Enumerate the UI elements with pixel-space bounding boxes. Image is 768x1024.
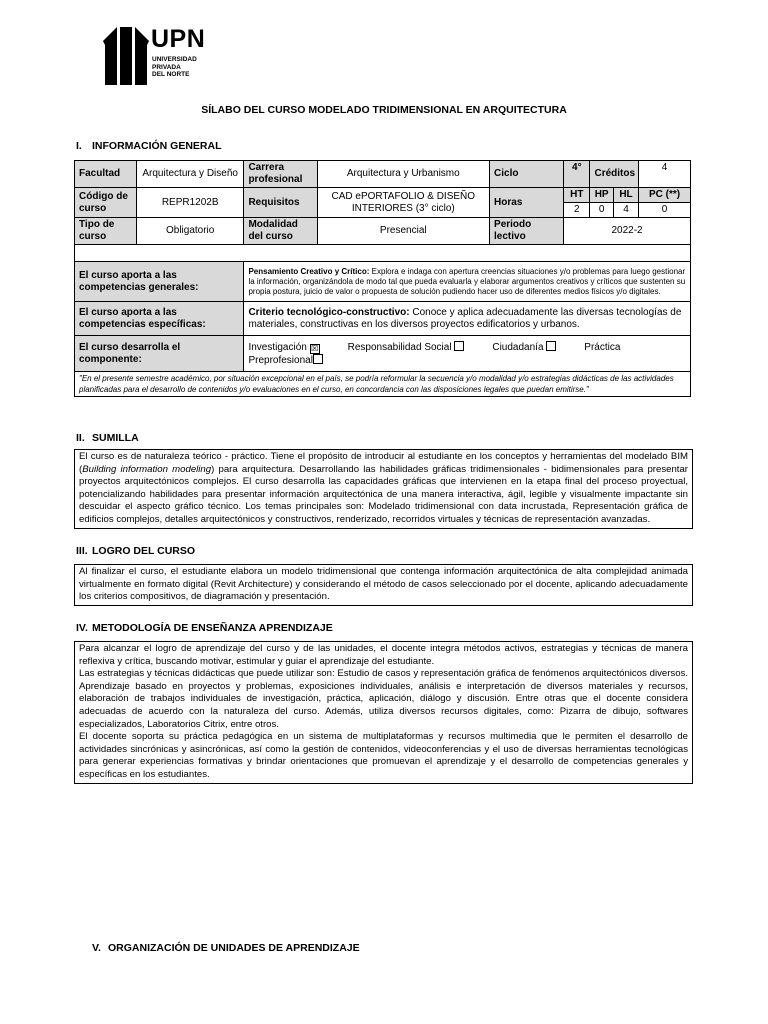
section-2-heading: II. SUMILLA <box>76 432 139 444</box>
metodologia-p2: Las estrategias y técnicas didácticas que puede utilizar son: Estudio de casos y representación gráfica de fenómenos arquitectónicos diversos. Aprendizaje basado en proyectos y problemas, exposiciones individuales, análisis e interpretación de diversos materiales y recursos, elaboración de trabajos individuales de investigación, práctica, aplicación, diálogo y discusión. Entre otras que el docente considera adecuadas de acuerdo con la naturaleza del curso. Además, utiliza diversos recursos digitales, como: Pizarra de dibujo, softwares especializados, Laboratorios Citrix, entre otros. <box>79 668 688 730</box>
componente-responsabilidad-social[interactable]: Responsabilidad Social <box>348 342 465 353</box>
componente-investigacion[interactable]: Investigación ☒ <box>248 341 319 353</box>
carrera-label: Carrera profesional <box>244 161 317 188</box>
logo-brand: UPN <box>151 25 206 53</box>
componente-practica-preprofesional[interactable]: Práctica Preprofesional <box>248 341 621 366</box>
facultad-label: Facultad <box>75 161 137 188</box>
sumilla-text: El curso es de naturaleza teórico - práctico. Tiene el propósito de introducir al estudiante en los conceptos y herramientas del modelado BIM (Building information modeling) para arquitectura. Desarrollando las habilidades gráficas tridimensionales - bidimensionales para presentar proyectos arquitectónicos complejos. El curso desarrolla las capacidades gráficas que intervienen en la etapa final del proceso proyectual, potencializando habilidades para presentar información arquitectónica de una manera interactiva, ágil, legible y visualmente impactante sin descuidar el aspecto gráfico técnico. Los temas principales son: Modelado tridimensional con data incrustada, Representación gráfica de edificios complejos, detalles arquitectónicos y constructivos, renderizado, recorridos virtuales y técnicas de representación avanzadas. <box>79 451 689 525</box>
creditos-value: 4 <box>639 161 691 188</box>
spacer-row <box>75 245 691 262</box>
periodo-label: Periodo lectivo <box>490 218 564 245</box>
codigo-label: Código de curso <box>75 188 137 218</box>
checkbox-checked-icon[interactable]: ☒ <box>311 343 319 353</box>
checkbox-icon[interactable] <box>546 341 556 351</box>
section-4-heading: IV. METODOLOGÍA DE ENSEÑANZA APRENDIZAJE <box>76 622 333 634</box>
horas-label: Horas <box>490 188 564 218</box>
hp-value: 0 <box>590 203 613 218</box>
document-title: SÍLABO DEL CURSO MODELADO TRIDIMENSIONAL EN ARQUITECTURA <box>201 104 567 116</box>
logro-box <box>74 564 693 606</box>
hl-value: 4 <box>613 203 638 218</box>
comp-general-value: Pensamiento Creativo y Crítico: Explora e indaga con apertura creencias situaciones y/o problemas para luego gestionar la información, organizándola de modo tal que pueda evaluarla y elaborar argumentos creativos y críticos que sustenten su propia postura, juicio de valor o propuesta de solución pudiendo hacer uso de diferentes medios físicos y/o digitales. <box>244 262 691 302</box>
requisitos-value: CAD ePORTAFOLIO & DISEÑO INTERIORES (3° ciclo) <box>317 188 490 218</box>
checkbox-icon[interactable] <box>454 341 464 351</box>
modalidad-label: Modalidad del curso <box>244 218 317 245</box>
metodologia-p1: Para alcanzar el logro de aprendizaje del curso y de las unidades, el docente integra métodos activos, estrategias y técnicas de manera reflexiva y crítica, buscando motivar, estimular y guiar el aprendizaje del estudiante. <box>79 643 688 667</box>
tipo-label: Tipo de curso <box>75 218 137 245</box>
section-5-heading: V. ORGANIZACIÓN DE UNIDADES DE APRENDIZAJE <box>92 942 360 954</box>
upn-arrow-icon <box>103 27 149 85</box>
componente-label: El curso desarrolla el componente: <box>75 336 244 372</box>
facultad-value: Arquitectura y Diseño <box>136 161 244 188</box>
sumilla-box <box>74 449 693 529</box>
componente-ciudadania[interactable]: Ciudadanía <box>492 342 556 353</box>
ht-label: HT <box>564 188 590 203</box>
comp-especifica-label: El curso aporta a las competencias específicas: <box>75 302 244 336</box>
exceptional-note: "En el presente semestre académico, por situación excepcional en el país, se podría reformular la secuencia y/o modalidad y/o estrategias didácticas de las actividades planificadas para el desarrollo de contenidos y/o evaluaciones en el curso, en concordancia con las disposiciones legales que puedan emitirse." <box>75 372 691 397</box>
pc-label: PC (**) <box>639 188 691 203</box>
periodo-value: 2022-2 <box>564 218 691 245</box>
section-1-heading: I. INFORMACIÓN GENERAL <box>76 140 222 152</box>
codigo-value: REPR1202B <box>136 188 244 218</box>
componente-options <box>244 336 691 372</box>
modalidad-value: Presencial <box>317 218 490 245</box>
logo-subtitle: UNIVERSIDAD PRIVADA DEL NORTE <box>152 56 197 78</box>
hl-label: HL <box>613 188 638 203</box>
general-info-table <box>74 160 691 397</box>
ht-value: 2 <box>564 203 590 218</box>
checkbox-icon[interactable] <box>313 354 323 364</box>
hp-label: HP <box>590 188 613 203</box>
comp-general-label: El curso aporta a las competencias generales: <box>75 262 244 302</box>
logro-text: Al finalizar el curso, el estudiante elabora un modelo tridimensional que contenga información arquitectónica de alta complejidad animada virtualmente en formato digital (Revit Architecture) y considerando el método de casos seleccionado por el docente, aplicando adecuadamente los criterios compositivos, de diagramación y presentación. <box>79 566 688 603</box>
ciclo-label: Ciclo <box>490 161 564 188</box>
creditos-label: Créditos <box>590 161 639 188</box>
requisitos-label: Requisitos <box>244 188 317 218</box>
upn-logo <box>103 25 206 85</box>
pc-value: 0 <box>639 203 691 218</box>
metodologia-box <box>74 641 693 784</box>
tipo-value: Obligatorio <box>136 218 244 245</box>
metodologia-p3: El docente soporta su práctica pedagógica en un sistema de multiplataformas y recursos multimedia que le permiten el desarrollo de actividades sincrónicas y asincrónicas, así como la gestión de contenidos, videoconferencias y el uso de diversas herramientas tecnológicas para generar experiencias formativas y brindar orientaciones que promuevan el aprendizaje y el desarrollo de competencias generales y específicas en los estudiantes. <box>79 731 688 780</box>
comp-especifica-value: Criterio tecnológico-constructivo: Conoce y aplica adecuadamente las diversas tecnologías de materiales, constructivas en los diversos proyectos edificatorios y urbanos. <box>244 302 691 336</box>
section-3-heading: III. LOGRO DEL CURSO <box>76 545 196 557</box>
ciclo-value: 4° <box>564 161 590 188</box>
carrera-value: Arquitectura y Urbanismo <box>317 161 490 188</box>
